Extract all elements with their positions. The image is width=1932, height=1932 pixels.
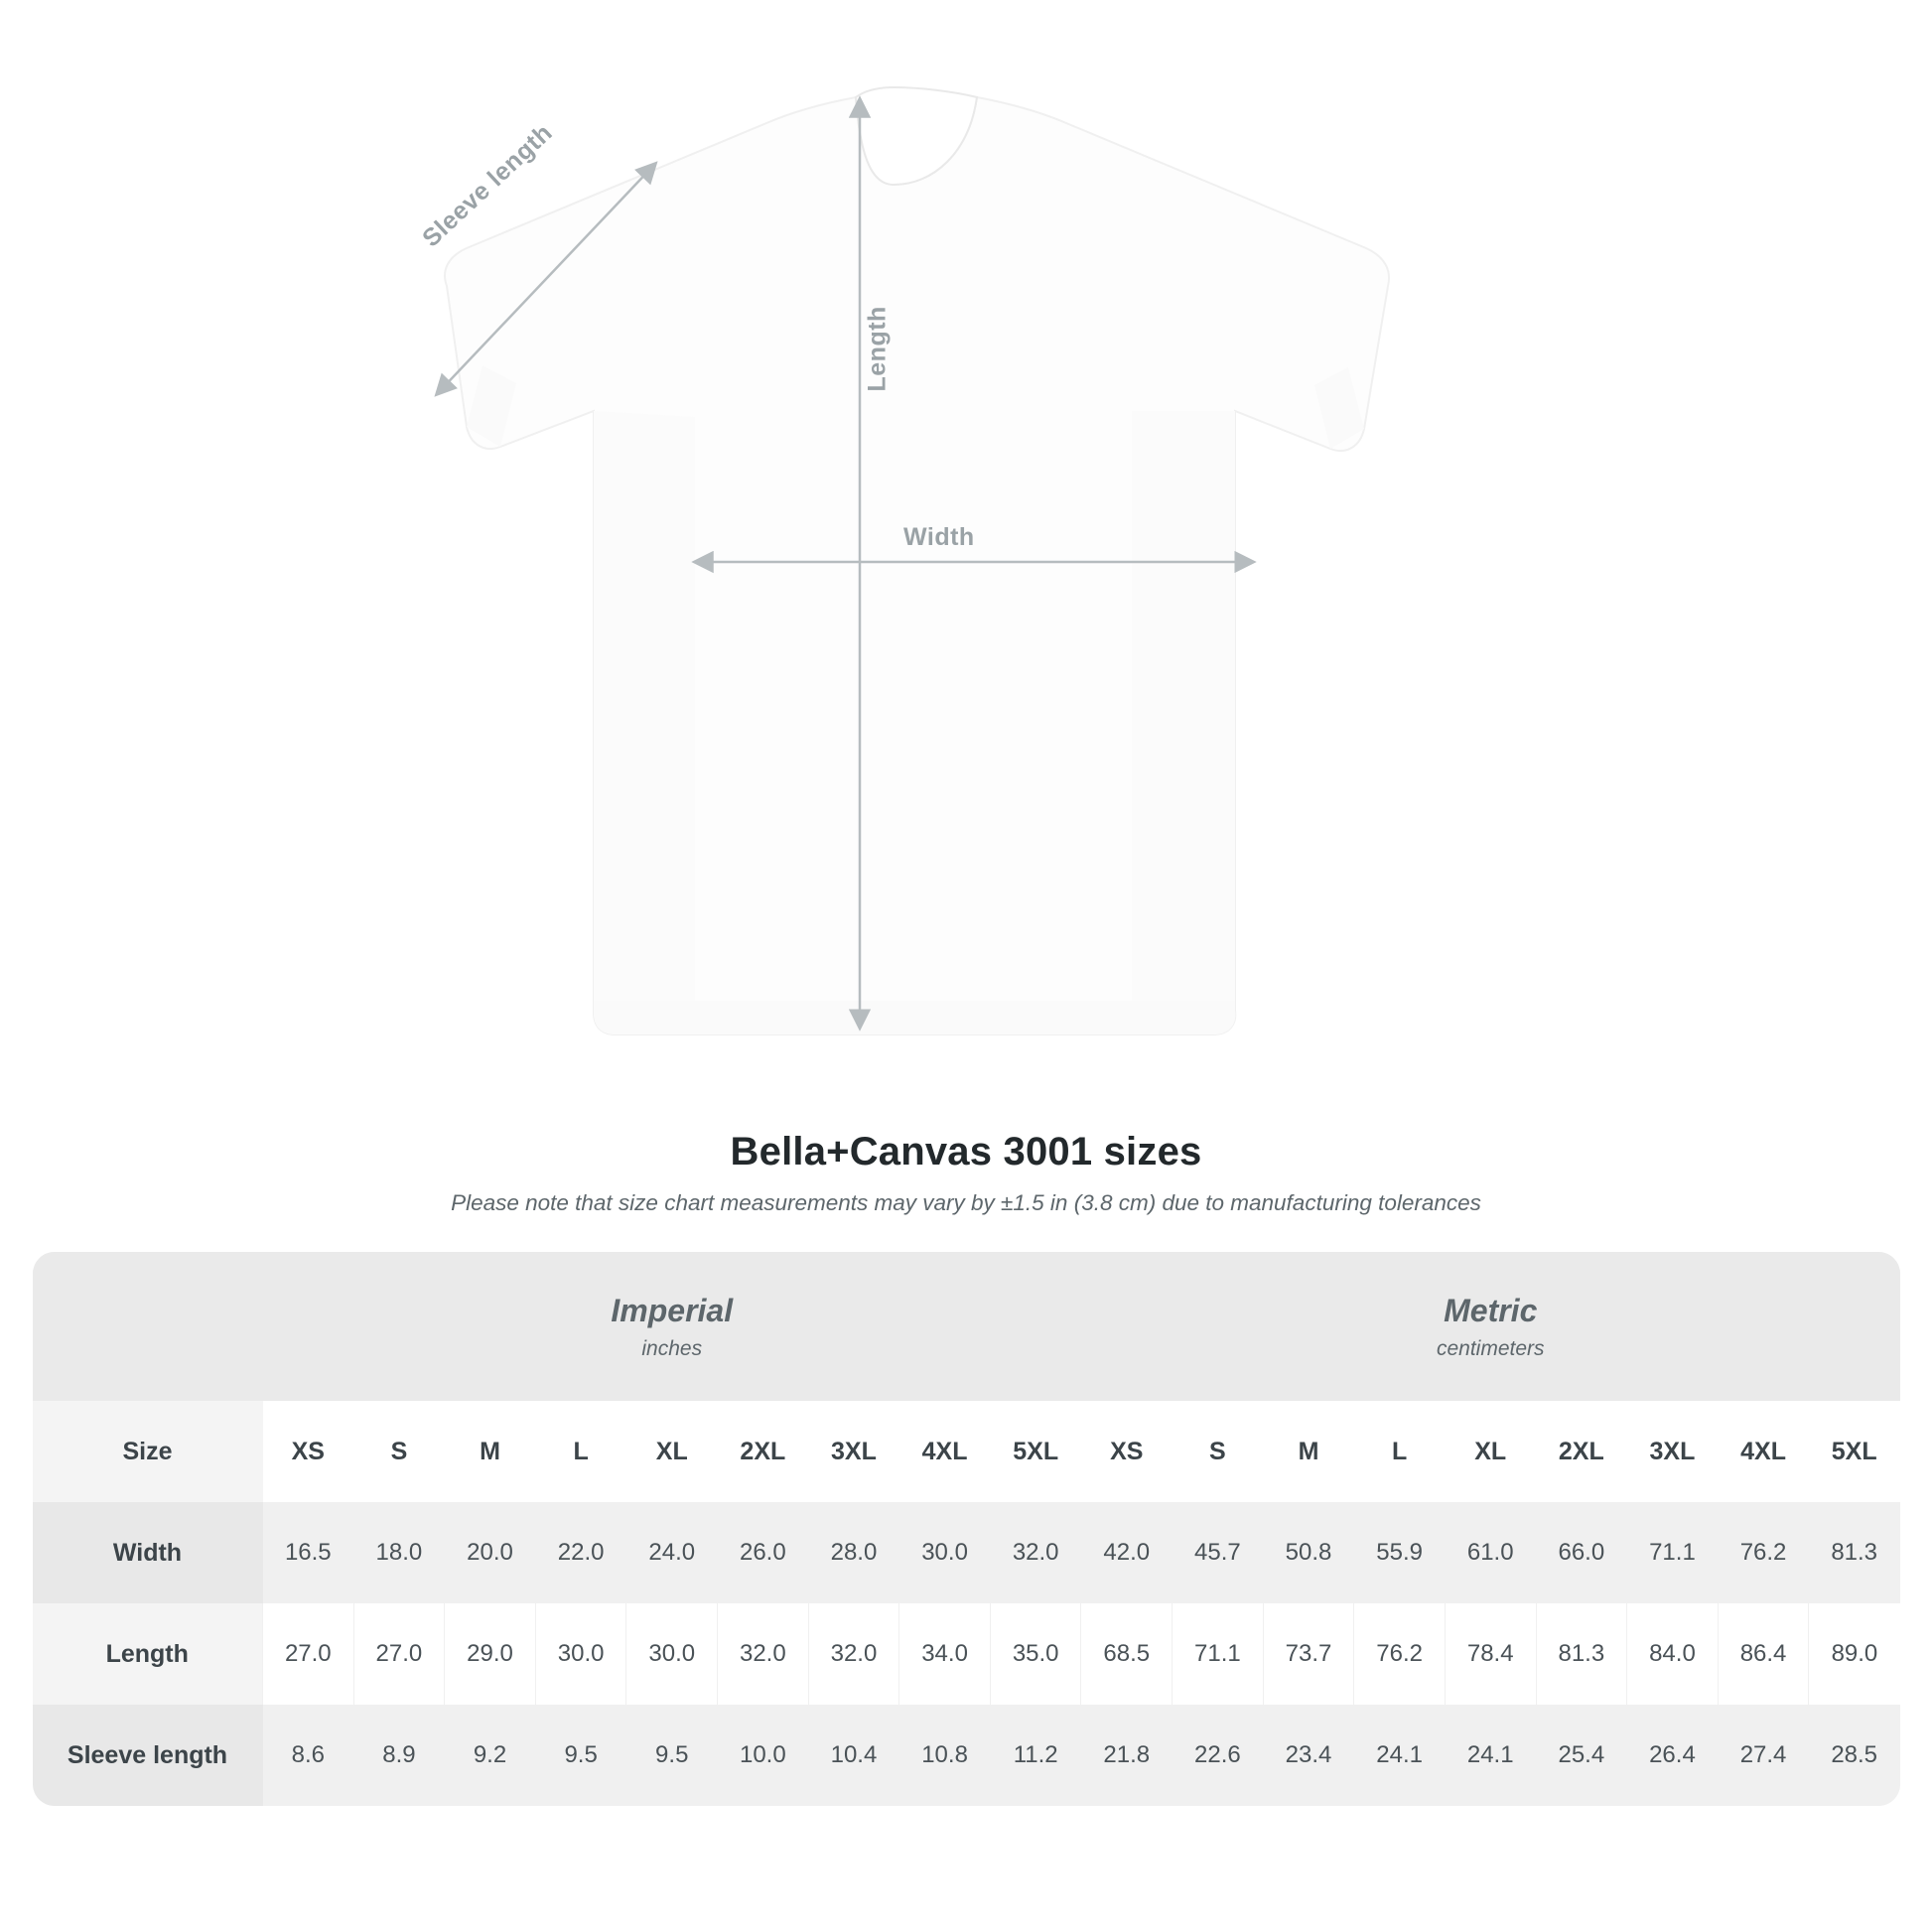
width-imperial-s: 18.0 (353, 1502, 445, 1603)
size-header-row (33, 1401, 1900, 1502)
length-metric-s: 71.1 (1173, 1603, 1264, 1705)
length-label: Length (863, 306, 892, 392)
sleeve-metric-l: 24.1 (1354, 1705, 1446, 1806)
size-header-imperial-5xl: 5XL (990, 1401, 1081, 1502)
size-header-metric-4xl: 4XL (1718, 1401, 1809, 1502)
sleeve-metric-xs: 21.8 (1081, 1705, 1173, 1806)
length-metric-xs: 68.5 (1081, 1603, 1173, 1705)
width-metric-3xl: 71.1 (1627, 1502, 1719, 1603)
tolerance-note: Please note that size chart measurements may vary by ±1.5 in (3.8 cm) due to manufacturing tolerances (451, 1190, 1481, 1215)
length-imperial-3xl: 32.0 (808, 1603, 899, 1705)
length-imperial-s: 27.0 (353, 1603, 445, 1705)
width-imperial-3xl: 28.0 (808, 1502, 899, 1603)
width-imperial-2xl: 26.0 (718, 1502, 809, 1603)
length-imperial-xl: 30.0 (626, 1603, 718, 1705)
sleeve-metric-s: 22.6 (1173, 1705, 1264, 1806)
size-header-metric-l: L (1354, 1401, 1446, 1502)
unit-header-row (33, 1252, 1900, 1401)
length-imperial-5xl: 35.0 (990, 1603, 1081, 1705)
width-metric-4xl: 76.2 (1718, 1502, 1809, 1603)
row-label-sleeve-length: Sleeve length (33, 1705, 263, 1806)
length-imperial-m: 29.0 (445, 1603, 536, 1705)
size-header-metric-xs: XS (1081, 1401, 1173, 1502)
unit-row-spacer (33, 1252, 263, 1401)
width-imperial-m: 20.0 (445, 1502, 536, 1603)
table-row (33, 1705, 1900, 1806)
sleeve-imperial-2xl: 10.0 (718, 1705, 809, 1806)
size-header-label: Size (33, 1401, 263, 1502)
row-label-length: Length (33, 1603, 263, 1705)
width-metric-m: 50.8 (1263, 1502, 1354, 1603)
table-row (33, 1603, 1900, 1705)
width-imperial-xl: 24.0 (626, 1502, 718, 1603)
width-metric-xl: 61.0 (1445, 1502, 1536, 1603)
sleeve-imperial-s: 8.9 (353, 1705, 445, 1806)
width-metric-2xl: 66.0 (1536, 1502, 1627, 1603)
length-imperial-xs: 27.0 (263, 1603, 354, 1705)
length-metric-2xl: 81.3 (1536, 1603, 1627, 1705)
page-title: Bella+Canvas 3001 sizes (730, 1130, 1202, 1173)
title-block (0, 1130, 1932, 1216)
size-header-imperial-3xl: 3XL (808, 1401, 899, 1502)
sleeve-length-label: Sleeve length (417, 118, 558, 253)
size-header-metric-5xl: 5XL (1809, 1401, 1900, 1502)
sleeve-metric-4xl: 27.4 (1718, 1705, 1809, 1806)
unit-imperial-sub: inches (641, 1336, 703, 1360)
size-table-container (33, 1252, 1900, 1806)
unit-imperial-name: Imperial (611, 1292, 734, 1328)
size-header-imperial-s: S (353, 1401, 445, 1502)
row-label-width: Width (33, 1502, 263, 1603)
width-metric-l: 55.9 (1354, 1502, 1446, 1603)
size-header-metric-3xl: 3XL (1627, 1401, 1719, 1502)
size-header-imperial-2xl: 2XL (718, 1401, 809, 1502)
sleeve-imperial-xl: 9.5 (626, 1705, 718, 1806)
unit-metric-sub: centimeters (1436, 1336, 1545, 1360)
length-metric-l: 76.2 (1354, 1603, 1446, 1705)
sleeve-metric-3xl: 26.4 (1627, 1705, 1719, 1806)
size-header-imperial-4xl: 4XL (899, 1401, 991, 1502)
size-header-imperial-m: M (445, 1401, 536, 1502)
size-header-imperial-xl: XL (626, 1401, 718, 1502)
sleeve-imperial-xs: 8.6 (263, 1705, 354, 1806)
length-imperial-2xl: 32.0 (718, 1603, 809, 1705)
sleeve-metric-5xl: 28.5 (1809, 1705, 1900, 1806)
width-imperial-4xl: 30.0 (899, 1502, 991, 1603)
sleeve-metric-m: 23.4 (1263, 1705, 1354, 1806)
table-row (33, 1502, 1900, 1603)
unit-metric (1081, 1252, 1900, 1401)
sleeve-metric-xl: 24.1 (1445, 1705, 1536, 1806)
sleeve-imperial-l: 9.5 (535, 1705, 626, 1806)
width-metric-xs: 42.0 (1081, 1502, 1173, 1603)
width-label: Width (903, 523, 975, 551)
length-metric-5xl: 89.0 (1809, 1603, 1900, 1705)
size-header-metric-m: M (1263, 1401, 1354, 1502)
width-metric-5xl: 81.3 (1809, 1502, 1900, 1603)
width-metric-s: 45.7 (1173, 1502, 1264, 1603)
length-imperial-l: 30.0 (535, 1603, 626, 1705)
size-header-imperial-xs: XS (263, 1401, 354, 1502)
size-header-metric-2xl: 2XL (1536, 1401, 1627, 1502)
length-metric-3xl: 84.0 (1627, 1603, 1719, 1705)
unit-metric-name: Metric (1444, 1292, 1538, 1328)
width-imperial-5xl: 32.0 (990, 1502, 1081, 1603)
size-header-metric-s: S (1173, 1401, 1264, 1502)
sleeve-imperial-m: 9.2 (445, 1705, 536, 1806)
size-header-imperial-l: L (535, 1401, 626, 1502)
sleeve-metric-2xl: 25.4 (1536, 1705, 1627, 1806)
unit-imperial (263, 1252, 1081, 1401)
length-metric-m: 73.7 (1263, 1603, 1354, 1705)
sleeve-imperial-4xl: 10.8 (899, 1705, 991, 1806)
size-header-metric-xl: XL (1445, 1401, 1536, 1502)
length-metric-4xl: 86.4 (1718, 1603, 1809, 1705)
width-imperial-xs: 16.5 (263, 1502, 354, 1603)
length-metric-xl: 78.4 (1445, 1603, 1536, 1705)
length-imperial-4xl: 34.0 (899, 1603, 991, 1705)
sleeve-imperial-5xl: 11.2 (990, 1705, 1081, 1806)
width-imperial-l: 22.0 (535, 1502, 626, 1603)
sleeve-imperial-3xl: 10.4 (808, 1705, 899, 1806)
size-table (33, 1252, 1900, 1806)
